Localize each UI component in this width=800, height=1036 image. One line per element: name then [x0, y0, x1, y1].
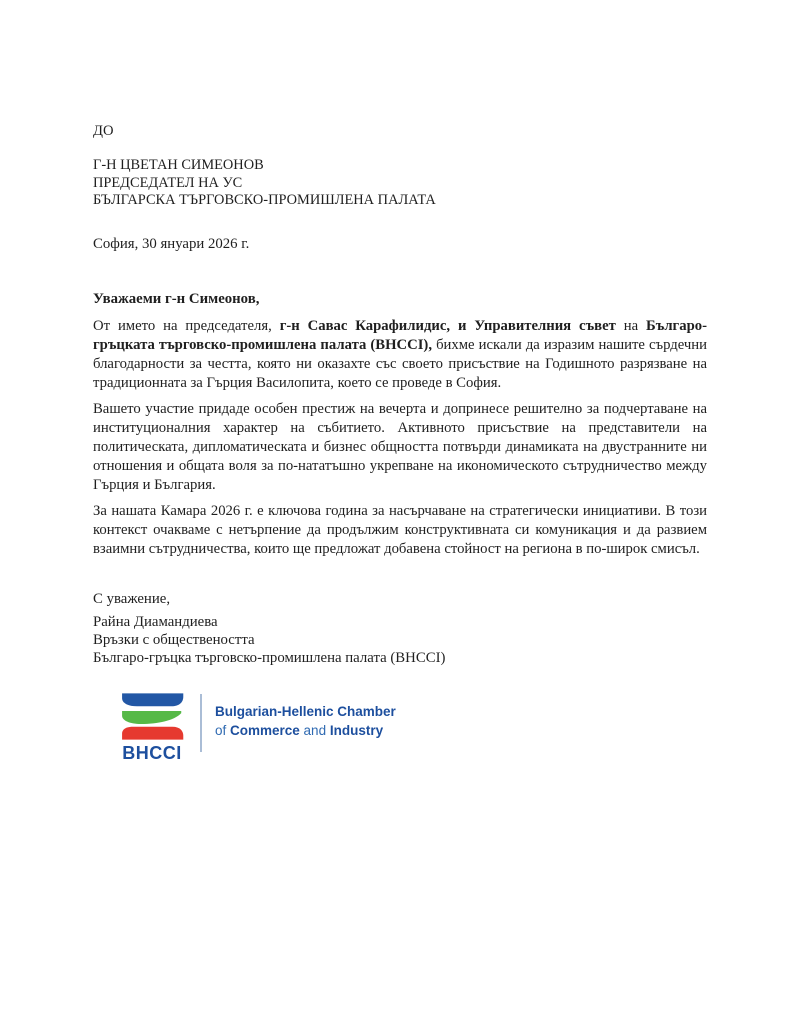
paragraph-1-rest: бихме искали да изразим нашите сърдечни благодарности за честта, която ни оказахте със своето присъствие на Годишното разрязване на традиционната за Гърция Василопита, което се проведе в София. — [93, 336, 708, 392]
logo-stripe-green — [122, 711, 181, 724]
signature-organization: Българо-гръцка търговско-промишлена палата (BHCCI) — [93, 649, 446, 666]
recipient-line-organization: БЪЛГАРСКА ТЪРГОВСКО-ПРОМИШЛЕНА ПАЛАТА — [93, 192, 436, 209]
logo-word-and: and — [299, 722, 330, 738]
logo-word-commerce: Commerce — [230, 722, 300, 738]
salutation: Уважаеми г-н Симеонов, — [93, 290, 260, 307]
logo-stripe-blue — [122, 693, 183, 706]
logo-mark — [118, 692, 186, 763]
logo-name — [215, 702, 396, 740]
logo-acronym: BHCCI — [122, 742, 182, 763]
closing-line: С уважение, — [93, 591, 171, 608]
paragraph-2: Вашето участие придаде особен престиж на вечерта и допринесе решително за подчертаване на институционалния характер на събитието. Активното присъствие на представители на политическата, дипломатическата и бизнес общността потвърди динамиката на двустранните ни отношения и общата воля за по-нататъшно укрепване на икономическото сътрудничество между Гърция и България. — [93, 400, 707, 494]
signature-title: Връзки с обществеността — [93, 632, 255, 649]
recipient-block — [93, 157, 707, 210]
date-line: София, 30 януари 2026 г. — [93, 235, 250, 252]
paragraph-1 — [93, 317, 707, 394]
logo-stripe-red — [122, 726, 183, 739]
logo-name-line1: Bulgarian-Hellenic Chamber — [215, 703, 396, 719]
paragraph-1-lead: От името на председателя, — [93, 317, 280, 334]
paragraph-1-mid: на — [615, 317, 647, 334]
recipient-line-name: Г-Н ЦВЕТАН СИМЕОНОВ — [93, 157, 264, 173]
logo-word-industry: Industry — [329, 722, 384, 738]
signature-name: Райна Диамандиева — [93, 614, 218, 631]
logo-word-of: of — [215, 722, 231, 738]
signature-block — [93, 614, 707, 667]
logo-stripes-icon — [118, 692, 186, 741]
paragraph-3: За нашата Камара 2026 г. е ключова година за насърчаване на стратегически инициативи. В този контекст очакваме с нетърпение да продължим конструктивната си комуникация и да развием взаимни сътрудничества, които ще предложат добавена стойност на региона в по-широк смисъл. — [93, 502, 707, 558]
paragraph-1-bold-president: г-н Савас Карафилидис, и Управителния съвет — [279, 317, 616, 334]
logo-name-line2 — [215, 721, 396, 740]
paragraph-1-bold-chamber: Българо-гръцката търговско-промишлена палата (BHCCI), — [93, 317, 707, 353]
logo-divider — [200, 694, 202, 752]
recipient-to-label: ДО — [93, 123, 114, 139]
bhcci-logo — [118, 692, 707, 763]
recipient-line-position: ПРЕДСЕДАТЕЛ НА УС — [93, 174, 243, 191]
